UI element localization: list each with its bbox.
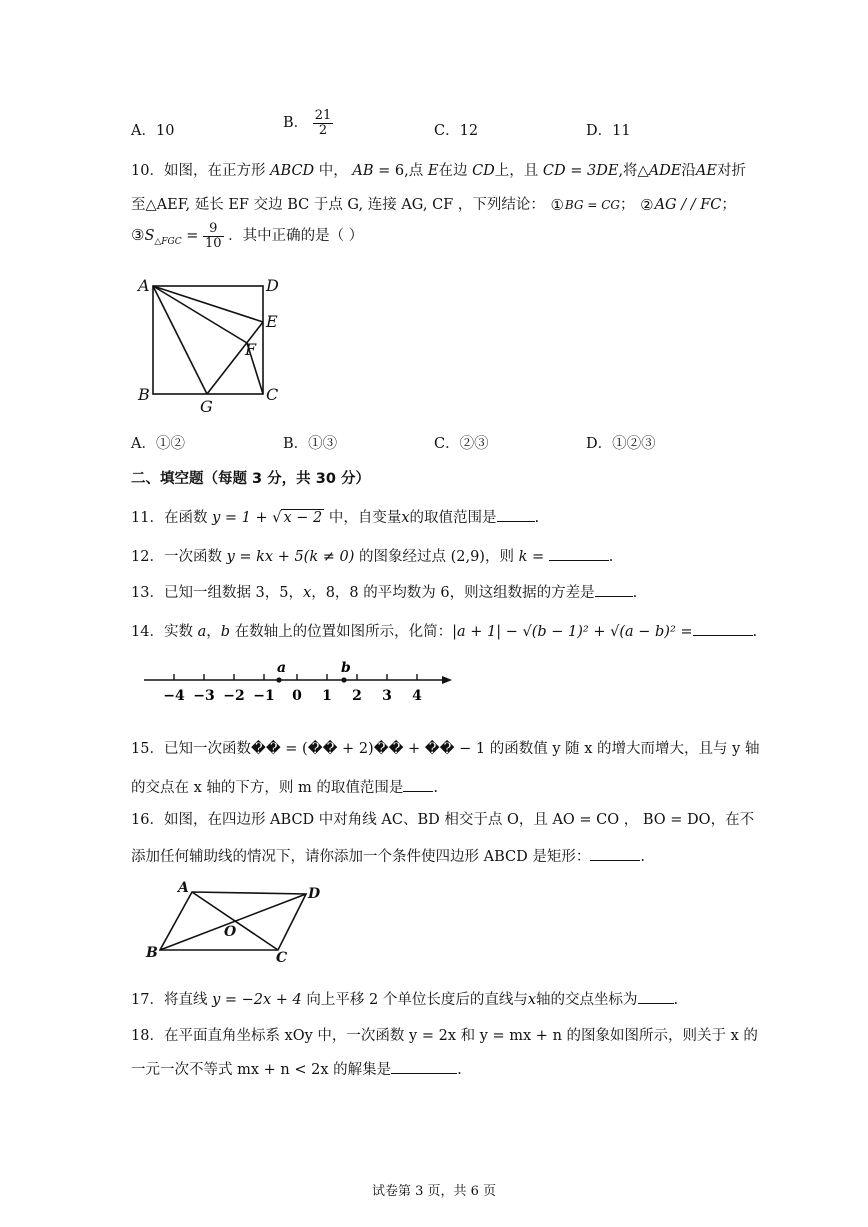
q10-text: 至△AEF, 延长 EF 交边 BC 于点 G, 连接 AG, CF ，下列结论： — [131, 197, 545, 213]
q10-text: CD — [472, 163, 495, 179]
tick-label: −2 — [223, 688, 245, 704]
answer-blank[interactable] — [590, 846, 640, 861]
q14-var: a — [197, 624, 207, 640]
tick-label: −4 — [163, 688, 185, 704]
q10-text: 沿 — [681, 163, 696, 179]
point-a-label: a — [277, 660, 287, 676]
q17-text: 轴的交点坐标为 — [536, 992, 638, 1008]
q10-text: ,将△ — [618, 163, 649, 179]
q17-text: 向上平移 2 个单位长度后的直线与 — [301, 992, 528, 1008]
q11-text: 的取值范围是 — [409, 510, 497, 526]
number-line — [140, 658, 460, 708]
q14-expression: |a + 1| − √(b − 1)² + √(a − b)² = — [452, 624, 693, 640]
tick-label: 3 — [382, 688, 392, 704]
section-heading: 二、填空题（每题 3 分，共 30 分） — [131, 471, 370, 487]
question-14 — [131, 620, 757, 641]
label-b: B — [146, 945, 158, 961]
answer-blank[interactable] — [638, 989, 674, 1004]
q10-option-b: B．①③ — [283, 436, 338, 452]
frac-numerator: 21 — [314, 108, 332, 123]
segment-ae — [153, 286, 263, 322]
q10-text: 在边 — [438, 163, 468, 179]
tick-label: 4 — [412, 688, 422, 704]
question-15-line-2 — [131, 776, 438, 797]
question-15-line-1: 15．已知一次函数�� = (�� + 2)�� + �� − 1 的函数值 y 随 x 的增大而增大，且与 y 轴 — [131, 741, 760, 757]
q16-text: . — [640, 849, 645, 865]
q10-text: 10．如图，在正方形 — [131, 163, 266, 179]
q11-text: 中，自变量 — [324, 510, 402, 526]
tick-label: 1 — [322, 688, 332, 704]
point-b — [341, 677, 346, 682]
q10-text: CD = 3DE — [542, 163, 619, 179]
question-18-line-1: 18．在平面直角坐标系 xOy 中，一次函数 y = 2x 和 y = mx + n 的图象如图所示，则关于 x 的 — [131, 1028, 758, 1044]
q18-text: 一元一次不等式 mx + n < 2x 的解集是 — [131, 1062, 392, 1078]
label-b: B — [138, 385, 150, 404]
q10-text: BG = CG — [564, 198, 620, 212]
question-17 — [131, 988, 678, 1009]
tick-label: 0 — [292, 688, 302, 704]
circled-number: ① — [550, 195, 564, 214]
q12-point: (2,9) — [450, 549, 485, 565]
answer-blank[interactable] — [693, 621, 753, 636]
q10-line-3 — [131, 222, 363, 250]
q9-option-b-prefix: B． — [283, 115, 309, 132]
q12-formula: y = kx + 5(k ≠ 0) — [226, 549, 355, 565]
q10-text: AB — [352, 163, 374, 179]
q12-text: 12．一次函数 — [131, 549, 227, 565]
q10-text: 中， — [318, 163, 348, 179]
q12-text: . — [608, 549, 614, 565]
q9-option-b — [283, 109, 333, 137]
answer-blank[interactable] — [549, 546, 609, 561]
frac-numerator: 9 — [203, 222, 224, 237]
label-c: C — [276, 950, 288, 966]
q13-text: . — [632, 585, 638, 601]
q17-text: . — [673, 992, 679, 1008]
q9-option-c: C．12 — [434, 123, 479, 139]
q10-text: = 6,点 — [373, 163, 424, 179]
q17-text: 17．将直线 — [131, 992, 213, 1008]
square-figure — [130, 272, 290, 422]
q17-var: x — [527, 992, 537, 1008]
q12-k: k = — [518, 549, 549, 565]
q12-text: 的图象经过点 — [354, 549, 451, 565]
label-d: D — [266, 276, 279, 295]
answer-blank[interactable] — [403, 777, 433, 792]
q11-radicand: x − 2 — [283, 510, 323, 526]
question-13 — [131, 581, 637, 602]
q10-text: ．其中正确的是（ ） — [228, 228, 364, 245]
label-o: O — [224, 924, 237, 940]
question-16-line-1: 16．如图，在四边形 ABCD 中对角线 AC、BD 相交于点 O，且 AO = CO ， BO = DO，在不 — [131, 812, 755, 828]
q10-option-a: A．①② — [131, 436, 185, 452]
q10-text: AG / / FC — [654, 197, 722, 213]
q9-option-b-fraction — [313, 109, 334, 137]
q14-text: 14．实数 — [131, 624, 198, 640]
q9-option-d: D．11 — [586, 123, 631, 139]
q18-text: . — [457, 1062, 462, 1078]
q11-text: 11．在函数 — [131, 510, 213, 526]
frac-denominator: 2 — [318, 122, 328, 138]
q10-text: = — [181, 228, 204, 245]
q13-text: ，8，8 的平均数为 6，则这组数据的方差是 — [311, 585, 595, 601]
label-g: G — [200, 397, 213, 416]
q15-text: 的交点在 x 轴的下方，则 m 的取值范围是 — [131, 780, 404, 796]
circled-number: ② — [640, 195, 654, 214]
frac-denominator: 10 — [205, 235, 222, 251]
q9-option-a: A．10 — [131, 123, 175, 139]
q10-line-2: 至△AEF, 延长 EF 交边 BC 于点 G, 连接 AG, CF ，下列结论： ①BG = CG； ②AG / / FC； — [131, 195, 736, 214]
label-d: D — [308, 886, 321, 902]
q10-option-d: D．①②③ — [586, 436, 656, 452]
q14-text: ， — [206, 624, 221, 640]
label-a: A — [178, 880, 189, 896]
q10-fraction — [203, 222, 224, 250]
q10-text: AE — [695, 163, 717, 179]
point-b-label: b — [341, 660, 351, 676]
question-11: 11．在函数 y = 1 + √ x − 2 中，自变量x的取值范围是 . — [131, 506, 539, 527]
q10-text: E — [427, 163, 439, 179]
label-f: F — [245, 340, 257, 359]
label-a: A — [138, 276, 150, 295]
quadrilateral-figure — [140, 878, 330, 966]
q16-text: 添加任何辅助线的情况下，请你添加一个条件使四边形 ABCD 是矩形： — [131, 849, 591, 865]
q13-text: 13．已知一组数据 3，5， — [131, 585, 304, 601]
label-c: C — [266, 385, 279, 404]
q14-text: . — [752, 624, 758, 640]
q10-text: S — [144, 228, 155, 245]
axis-arrow — [442, 676, 452, 684]
circled-number: ③ — [131, 226, 145, 245]
tick-label: −1 — [253, 688, 275, 704]
q14-var: b — [220, 624, 231, 640]
question-12 — [131, 545, 613, 566]
label-e: E — [266, 312, 278, 331]
answer-blank[interactable] — [595, 582, 633, 597]
page-footer: 试卷第 3 页，共 6 页 — [371, 1184, 497, 1199]
q17-formula: y = −2x + 4 — [212, 992, 302, 1008]
answer-blank[interactable] — [391, 1059, 457, 1074]
q10-text: △FGC — [154, 237, 182, 248]
diagonal-bd — [160, 894, 306, 950]
tick-label: 2 — [352, 688, 362, 704]
question-18-line-2 — [131, 1058, 462, 1079]
q11-formula: y = 1 + — [212, 510, 273, 526]
q11-var: x — [401, 510, 410, 526]
q10-text: ADE — [648, 163, 682, 179]
q10-text: ABCD — [270, 163, 315, 179]
q11-text: . — [534, 510, 540, 526]
q13-var: x — [303, 585, 312, 601]
point-a — [276, 677, 281, 682]
answer-blank[interactable] — [497, 507, 535, 522]
tick-label: −3 — [193, 688, 215, 704]
q15-text: . — [433, 780, 438, 796]
q12-text: ，则 — [484, 549, 519, 565]
q10-line-1 — [131, 159, 746, 180]
q10-text: 对折 — [716, 163, 746, 179]
q10-option-c: C．②③ — [434, 436, 489, 452]
question-16-line-2 — [131, 845, 645, 866]
q10-text: 上，且 — [494, 163, 539, 179]
q14-text: 在数轴上的位置如图所示，化简： — [230, 624, 453, 640]
